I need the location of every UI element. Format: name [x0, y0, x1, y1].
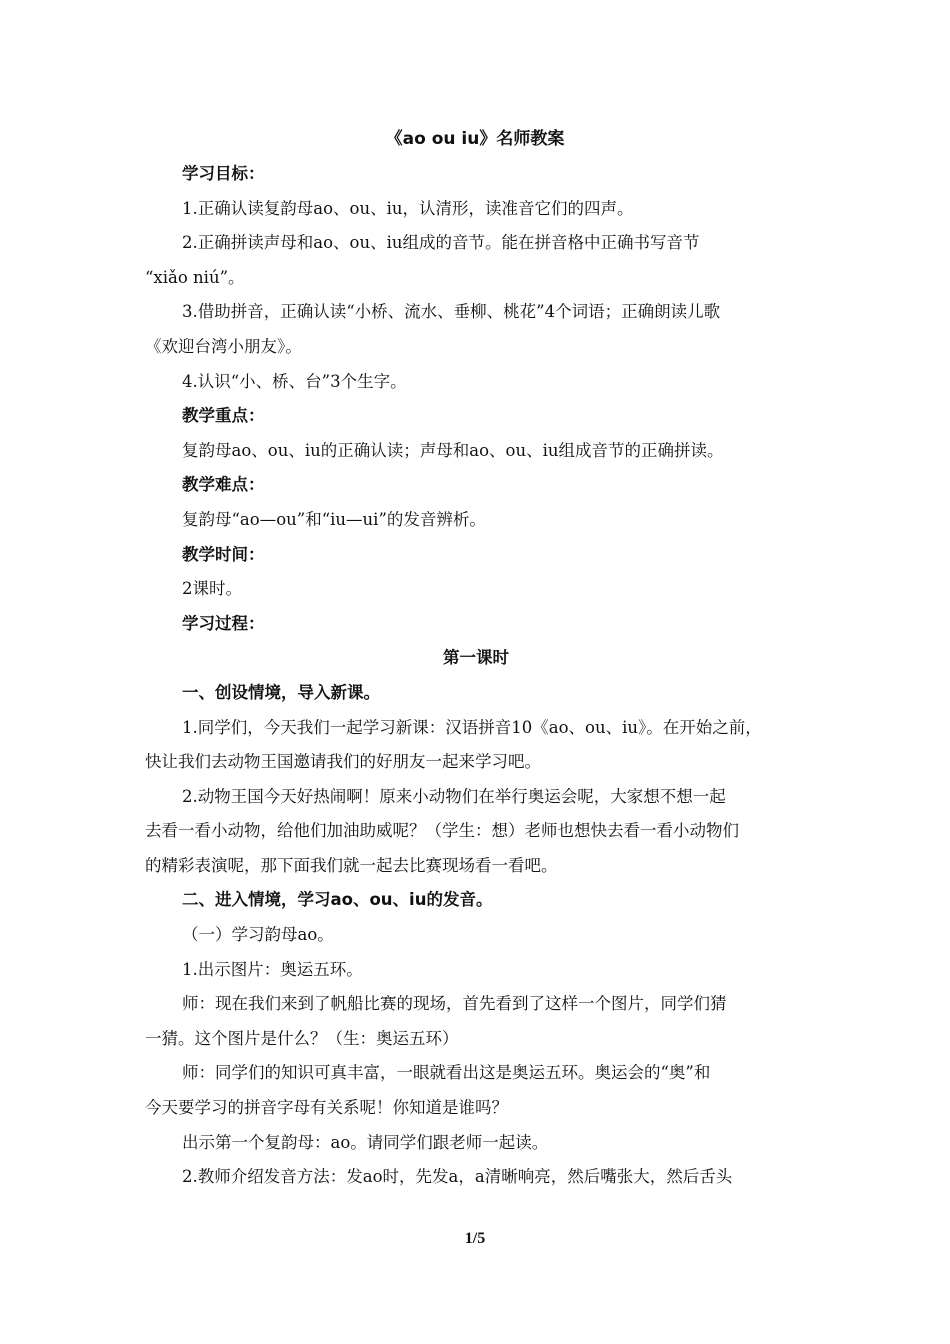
paragraph-line: 2.正确拼读声母和ao、ou、iu组成的音节。能在拼音格中正确书写音节 [182, 233, 700, 253]
document-body [145, 157, 807, 1195]
heading-learning-goals: 学习目标： [182, 164, 265, 183]
paragraph-line: 师：同学们的知识可真丰富，一眼就看出这是奥运五环。奥运会的“奥”和 [182, 1063, 711, 1083]
paragraph-line: 1.正确认读复韵母ao、ou、iu，认清形，读准音它们的四声。 [182, 198, 634, 218]
page-number: 1/5 [464, 1230, 486, 1247]
heading-teaching-difficulty: 教学难点： [182, 475, 265, 495]
paragraph-line: 复韵母“ao—ou”和“iu—ui”的发音辨析。 [182, 509, 486, 529]
paragraph-line: 1.同学们，今天我们一起学习新课：汉语拼音10《ao、ou、iu》。在开始之前， [182, 717, 762, 737]
heading-learning-process: 学习过程： [182, 613, 265, 633]
paragraph-line: 2.教师介绍发音方法：发ao时，先发a，a清晰响亮，然后嘴张大，然后舌头 [182, 1167, 733, 1187]
document-title: 《ao ou iu》名师教案 [385, 129, 565, 149]
paragraph-line: 师：现在我们来到了帆船比赛的现场，首先看到了这样一个图片，同学们猜 [182, 994, 727, 1014]
section-title-first-lesson: 第一课时 [443, 648, 509, 668]
heading-teaching-time: 教学时间： [182, 544, 265, 564]
paragraph-line: 2课时。 [182, 579, 242, 599]
paragraph-line: 去看一看小动物，给他们加油助威呢？（学生：想）老师也想快去看一看小动物们 [145, 821, 739, 841]
paragraph-line: 复韵母ao、ou、iu的正确认读；声母和ao、ou、iu组成音节的正确拼读。 [182, 440, 724, 460]
paragraph-line: 快让我们去动物王国邀请我们的好朋友一起来学习吧。 [145, 752, 541, 772]
paragraph-line: 4.认识“小、桥、台”3个生字。 [182, 371, 407, 391]
paragraph-line: 《欢迎台湾小朋友》。 [145, 336, 302, 356]
heading-part-one: 一、创设情境，导入新课。 [182, 682, 380, 702]
heading-teaching-focus: 教学重点： [182, 406, 265, 426]
paragraph-line: 出示第一个复韵母：ao。请同学们跟老师一起读。 [182, 1132, 549, 1152]
paragraph-line: 一猜。这个图片是什么？（生：奥运五环） [145, 1028, 459, 1048]
paragraph-line: （一）学习韵母ao。 [182, 925, 334, 945]
heading-part-two: 二、进入情境，学习ao、ou、iu的发音。 [182, 890, 493, 910]
paragraph-line: 的精彩表演呢，那下面我们就一起去比赛现场看一看吧。 [145, 855, 558, 875]
paragraph-line: 今天要学习的拼音字母有关系呢！你知道是谁吗？ [145, 1098, 508, 1118]
paragraph-line: 1.出示图片：奥运五环。 [182, 959, 363, 979]
paragraph-line: 2.动物王国今天好热闹啊！原来小动物们在举行奥运会呢，大家想不想一起 [182, 786, 726, 806]
paragraph-line: “xiǎo niú”。 [145, 267, 245, 287]
paragraph-line: 3.借助拼音，正确认读“小桥、流水、垂柳、桃花”4个词语；正确朗读儿歌 [182, 302, 721, 322]
